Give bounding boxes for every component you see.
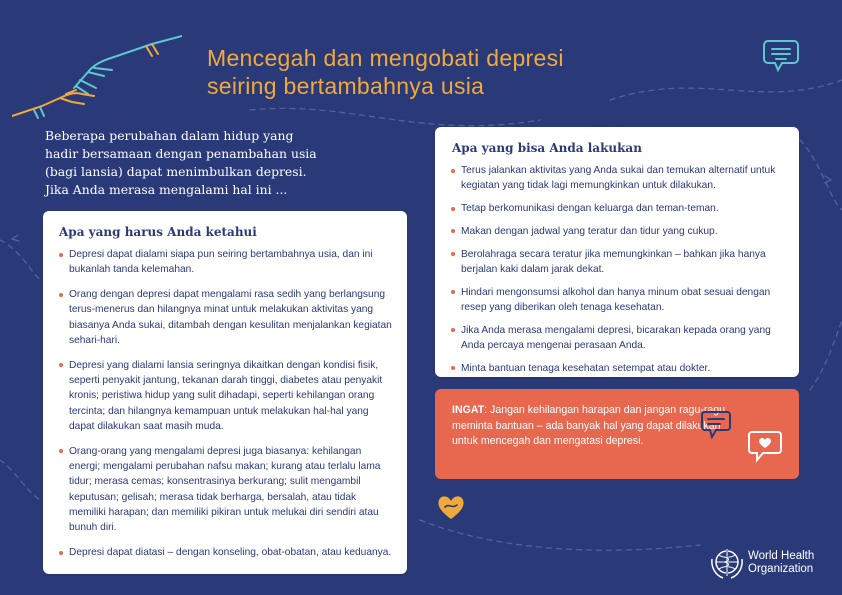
list-item-text: Tetap berkomunikasi dengan keluarga dan teman-teman. [461,203,719,215]
chat-bubble-icon [700,409,732,441]
list-item-text: Jika Anda merasa mengalami depresi, bicarakan kepada orang yang Anda percaya mengenai perasaan Anda. [461,324,771,352]
list-item-text: Orang-orang yang mengalami depresi juga biasanya: kehilangan energi; mengalami perubahan nafsu makan; kurang atau terlalu lama tidur; merasa cemas; konsentrasinya berkurang; sulit mengambil keputusan; gelisah; merasa tidak berharga, bersalah, atau tidak memiliki harapan; dan memiliki pikiran untuk melukai diri sendiri atau bunuh diri. [69,445,381,534]
what-to-know-card [43,211,407,574]
heart-speech-icon [747,429,783,463]
list-item-text: Depresi dapat dialami siapa pun seiring bertambahnya usia, dan ini bukanlah tanda kelemahan. [69,249,373,276]
bullet-icon [451,252,455,256]
what-to-do-heading: Apa yang bisa Anda lakukan [452,141,642,155]
intro-text [45,127,375,199]
who-logo-line: Organization [748,563,814,575]
list-item [59,545,395,560]
list-item [59,358,395,434]
what-to-do-card [435,127,799,377]
title-line-2: seiring bertambahnya usia [207,73,485,99]
intro-line: hadir bersamaan dengan penambahan usia [45,146,317,161]
bullet-icon [59,293,63,297]
list-item [59,444,395,536]
remember-body: : Jangan kehilangan harapan dan jangan ragu-ragu meminta bantuan – ada banyak hal yang dapat dilakukan untuk mencegah dan mengatasi depresi. [452,404,726,448]
list-item [451,361,791,376]
list-item [59,247,395,278]
list-item-text: Minta bantuan tenaga kesehatan setempat atau dokter. [461,362,711,374]
bullet-icon [59,551,63,555]
bullet-icon [451,328,455,332]
remember-text [452,403,742,450]
who-logo [709,545,834,581]
who-logo-text [748,550,814,576]
what-to-know-list [59,247,395,570]
list-item [451,163,791,194]
heart-icon [436,493,466,521]
list-item [451,224,791,239]
intro-line: Beberapa perubahan dalam hidup yang [45,128,294,143]
page-title [207,44,667,100]
bullet-icon [451,169,455,173]
bullet-icon [59,363,63,367]
bullet-icon [451,366,455,370]
hands-icon [12,30,182,130]
bullet-icon [451,207,455,211]
intro-line: Jika Anda merasa mengalami hal ini ... [45,182,288,197]
remember-box [435,389,799,479]
list-item-text: Depresi yang dialami lansia seringnya dikaitkan dengan kondisi fisik, seperti penyakit jantung, tekanan darah tinggi, diabetes atau penyakit kronis; peristiwa hidup yang sulit dihadapi, seperti kehilangan orang tercinta; dan hilangnya kemampuan untuk melakukan hal-hal yang dapat dilakukan saat masih muda. [69,359,383,432]
who-emblem-icon [709,545,745,581]
bullet-icon [451,229,455,233]
bullet-icon [451,290,455,294]
bullet-icon [59,449,63,453]
who-logo-line: World Health [748,550,815,562]
list-item-text: Berolahraga secara teratur jika memungkinkan – bahkan jika hanya berjalan kaki dalam jarak dekat. [461,248,766,275]
list-item [451,285,791,316]
bullet-icon [59,253,63,257]
list-item [451,323,791,354]
list-item [451,201,791,216]
remember-label: INGAT [452,404,485,416]
list-item-text: Terus jalankan aktivitas yang Anda sukai dan temukan alternatif untuk kegiatan yang tidak lagi memungkinkan untuk dilakukan. [461,165,776,192]
what-to-know-heading: Apa yang harus Anda ketahui [59,225,257,239]
list-item-text: Depresi dapat diatasi – dengan konseling, obat-obatan, atau keduanya. [69,547,392,559]
list-item [451,247,791,278]
intro-line: (bagi lansia) dapat menimbulkan depresi. [45,164,307,179]
what-to-do-list [451,163,791,384]
chat-bubble-icon [762,38,800,74]
list-item [59,287,395,348]
list-item-text: Hindari mengonsumsi alkohol dan hanya minum obat sesuai dengan resep yang diberikan oleh tenaga kesehatan. [461,286,771,314]
list-item-text: Orang dengan depresi dapat mengalami rasa sedih yang berlangsung terus-menerus dan hilangnya minat untuk melakukan aktivitas yang biasanya Anda sukai, ditambah dengan kesulitan menjalankan kegiatan sehari-hari. [69,289,392,346]
list-item-text: Makan dengan jadwal yang teratur dan tidur yang cukup. [461,225,718,237]
title-line-1: Mencegah dan mengobati depresi [207,45,564,71]
